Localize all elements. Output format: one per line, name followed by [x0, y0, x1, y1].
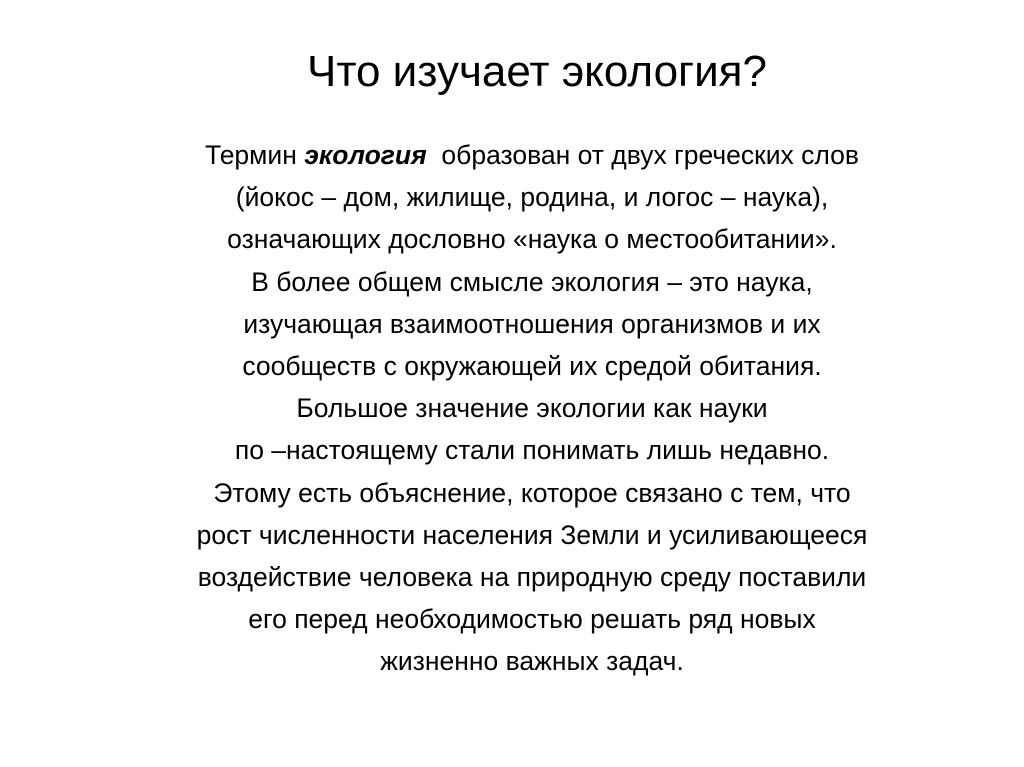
body-line-11: воздействие человека на природную среду поставили: [197, 562, 867, 593]
body-line-10: рост численности населения Земли и усиливающееся: [196, 519, 868, 550]
body-line-12: его перед необходимостью решать ряд новых: [248, 604, 816, 635]
body-line-13: жизненно важных задач.: [380, 646, 684, 677]
body-line-1-suffix: образован от двух греческих слов: [426, 140, 859, 170]
body-line-4: В более общем смысле экология – это наука,: [251, 266, 813, 297]
body-line-8: по –настоящему стали понимать лишь недавно.: [234, 435, 830, 466]
slide-body-text: [108, 134, 956, 683]
slide-title: Что изучает экология?: [307, 47, 767, 96]
body-line-1: [108, 134, 956, 176]
body-line-1-prefix: Термин: [205, 140, 305, 170]
body-line-2: (йокос – дом, жилище, родина, и логос – наука),: [235, 182, 829, 213]
term-ecology: экология: [304, 140, 427, 170]
body-line-7: Большое значение экологии как науки: [296, 393, 768, 424]
body-line-9: Этому есть объяснение, которое связано с тем, что: [213, 477, 851, 508]
body-line-6: сообществ с окружающей их средой обитания.: [242, 351, 822, 382]
body-line-5: изучающая взаимоотношения организмов и их: [243, 308, 821, 339]
body-line-3: означающих дословно «наука о местообитании».: [227, 224, 837, 255]
